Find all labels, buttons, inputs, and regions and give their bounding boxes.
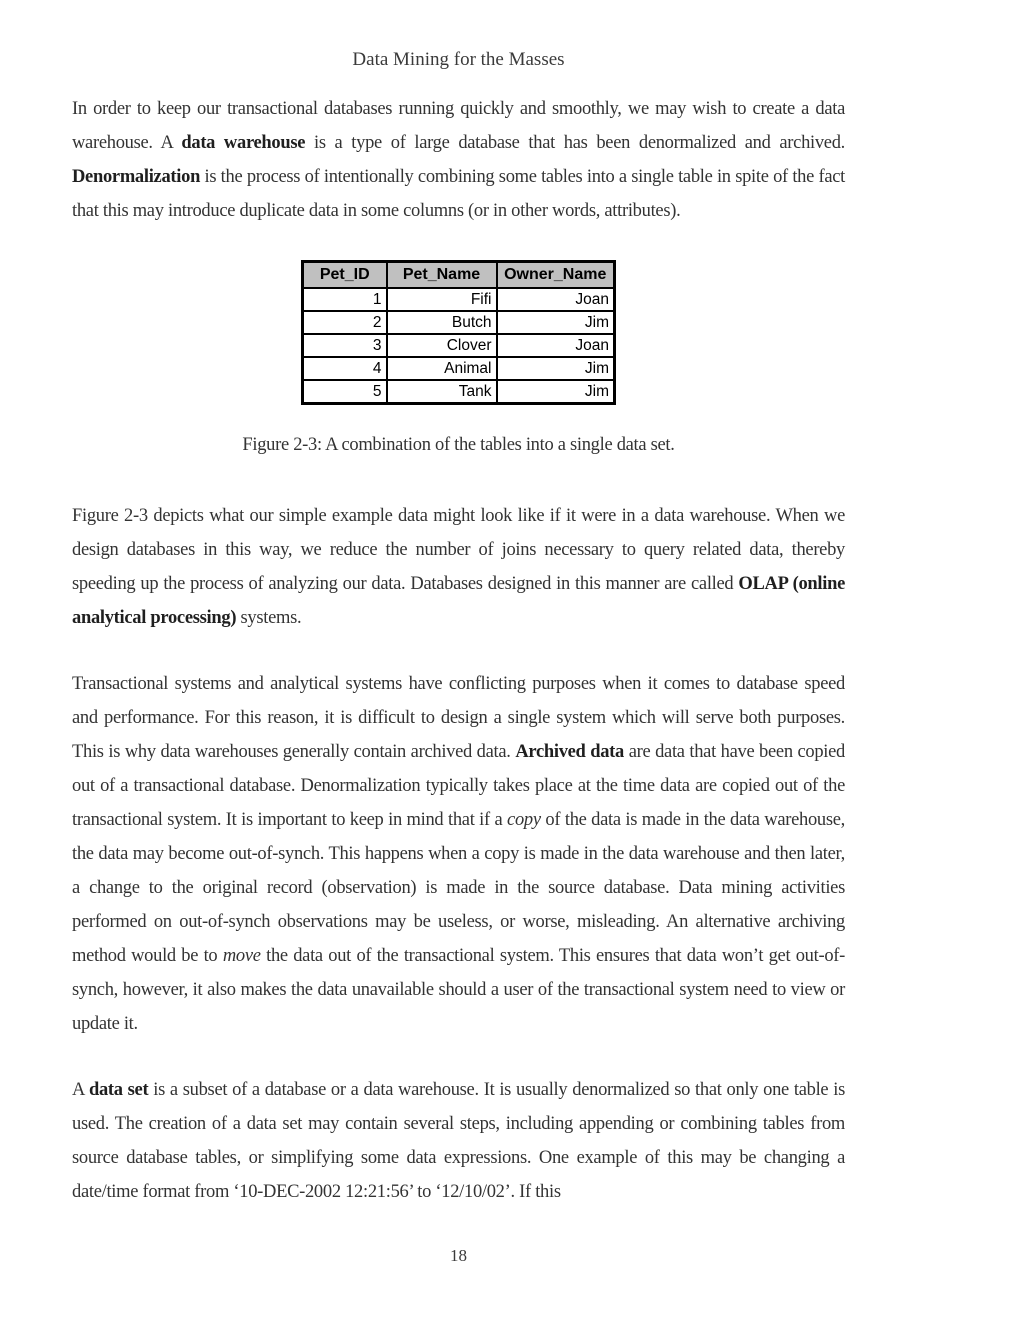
table-cell: Joan <box>497 288 615 311</box>
table-row <box>303 311 615 334</box>
table-cell: Clover <box>387 334 497 357</box>
table-cell: Butch <box>387 311 497 334</box>
table-cell: Joan <box>497 334 615 357</box>
table-row <box>303 357 615 380</box>
table-cell: 3 <box>303 334 387 357</box>
table-header-pet-id: Pet_ID <box>303 262 387 289</box>
table-header-owner-name: Owner_Name <box>497 262 615 289</box>
table-cell: Fifi <box>387 288 497 311</box>
table-cell: Tank <box>387 380 497 404</box>
table-cell: 2 <box>303 311 387 334</box>
pet-owner-table <box>301 260 616 405</box>
table-cell: 1 <box>303 288 387 311</box>
table-header-pet-name: Pet_Name <box>387 262 497 289</box>
running-header-title: Data Mining for the Masses <box>352 49 565 70</box>
table-cell: 4 <box>303 357 387 380</box>
figure-table-container <box>72 260 845 405</box>
table-cell: Jim <box>497 357 615 380</box>
paragraph-archived-data: Transactional systems and analytical systems have conflicting purposes when it comes to database speed and performance. For this reason, it is difficult to design a single system which will serve both purposes. This is why data warehouses generally contain archived data. Archived data are data that have been copied out of a transactional database. Denormalization typically takes place at the time data are copied out of the transactional system. It is important to keep in mind that if a copy of the data is made in the data warehouse, the data may become out-of-synch. This happens when a copy is made in the data warehouse and then later, a change to the original record (observation) is made in the source database. Data mining activities performed on out-of-synch observations may be useless, or worse, misleading. An alternative archiving method would be to move the data out of the transactional system. This ensures that data won’t get out-of-synch, however, it also makes the data unavailable should a user of the transactional system need to view or update it. <box>72 674 846 1034</box>
paragraph-olap: Figure 2-3 depicts what our simple example data might look like if it were in a data warehouse. When we design databases in this way, we reduce the number of joins necessary to query related data, thereby speeding up the process of analyzing our data. Databases designed in this manner are called OLAP (online analytical processing) systems. <box>72 506 845 628</box>
table-row <box>303 288 615 311</box>
paragraph-data-set: A data set is a subset of a database or a data warehouse. It is usually denormalized so that only one table is used. The creation of a data set may contain several steps, including appending or combining tables from source database tables, or simplifying some data expressions. One example of this may be changing a date/time format from ‘10-DEC-2002 12:21:56’ to ‘12/10/02’. If this <box>72 1080 845 1202</box>
page-number: 18 <box>450 1246 467 1265</box>
table-cell: Jim <box>497 380 615 404</box>
table-row <box>303 334 615 357</box>
table-header-row <box>303 262 615 289</box>
table-cell: Jim <box>497 311 615 334</box>
text-column <box>72 48 845 1241</box>
table-cell: 5 <box>303 380 387 404</box>
table-row <box>303 380 615 404</box>
figure-caption: Figure 2-3: A combination of the tables into a single data set. <box>242 435 675 455</box>
table-cell: Animal <box>387 357 497 380</box>
paragraph-data-warehouse: In order to keep our transactional databases running quickly and smoothly, we may wish to create a data warehouse. A data warehouse is a type of large database that has been denormalized and archived. Denormalization is the process of intentionally combining some tables into a single table in spite of the fact that this may introduce duplicate data in some columns (or in other words, attributes). <box>72 99 845 221</box>
